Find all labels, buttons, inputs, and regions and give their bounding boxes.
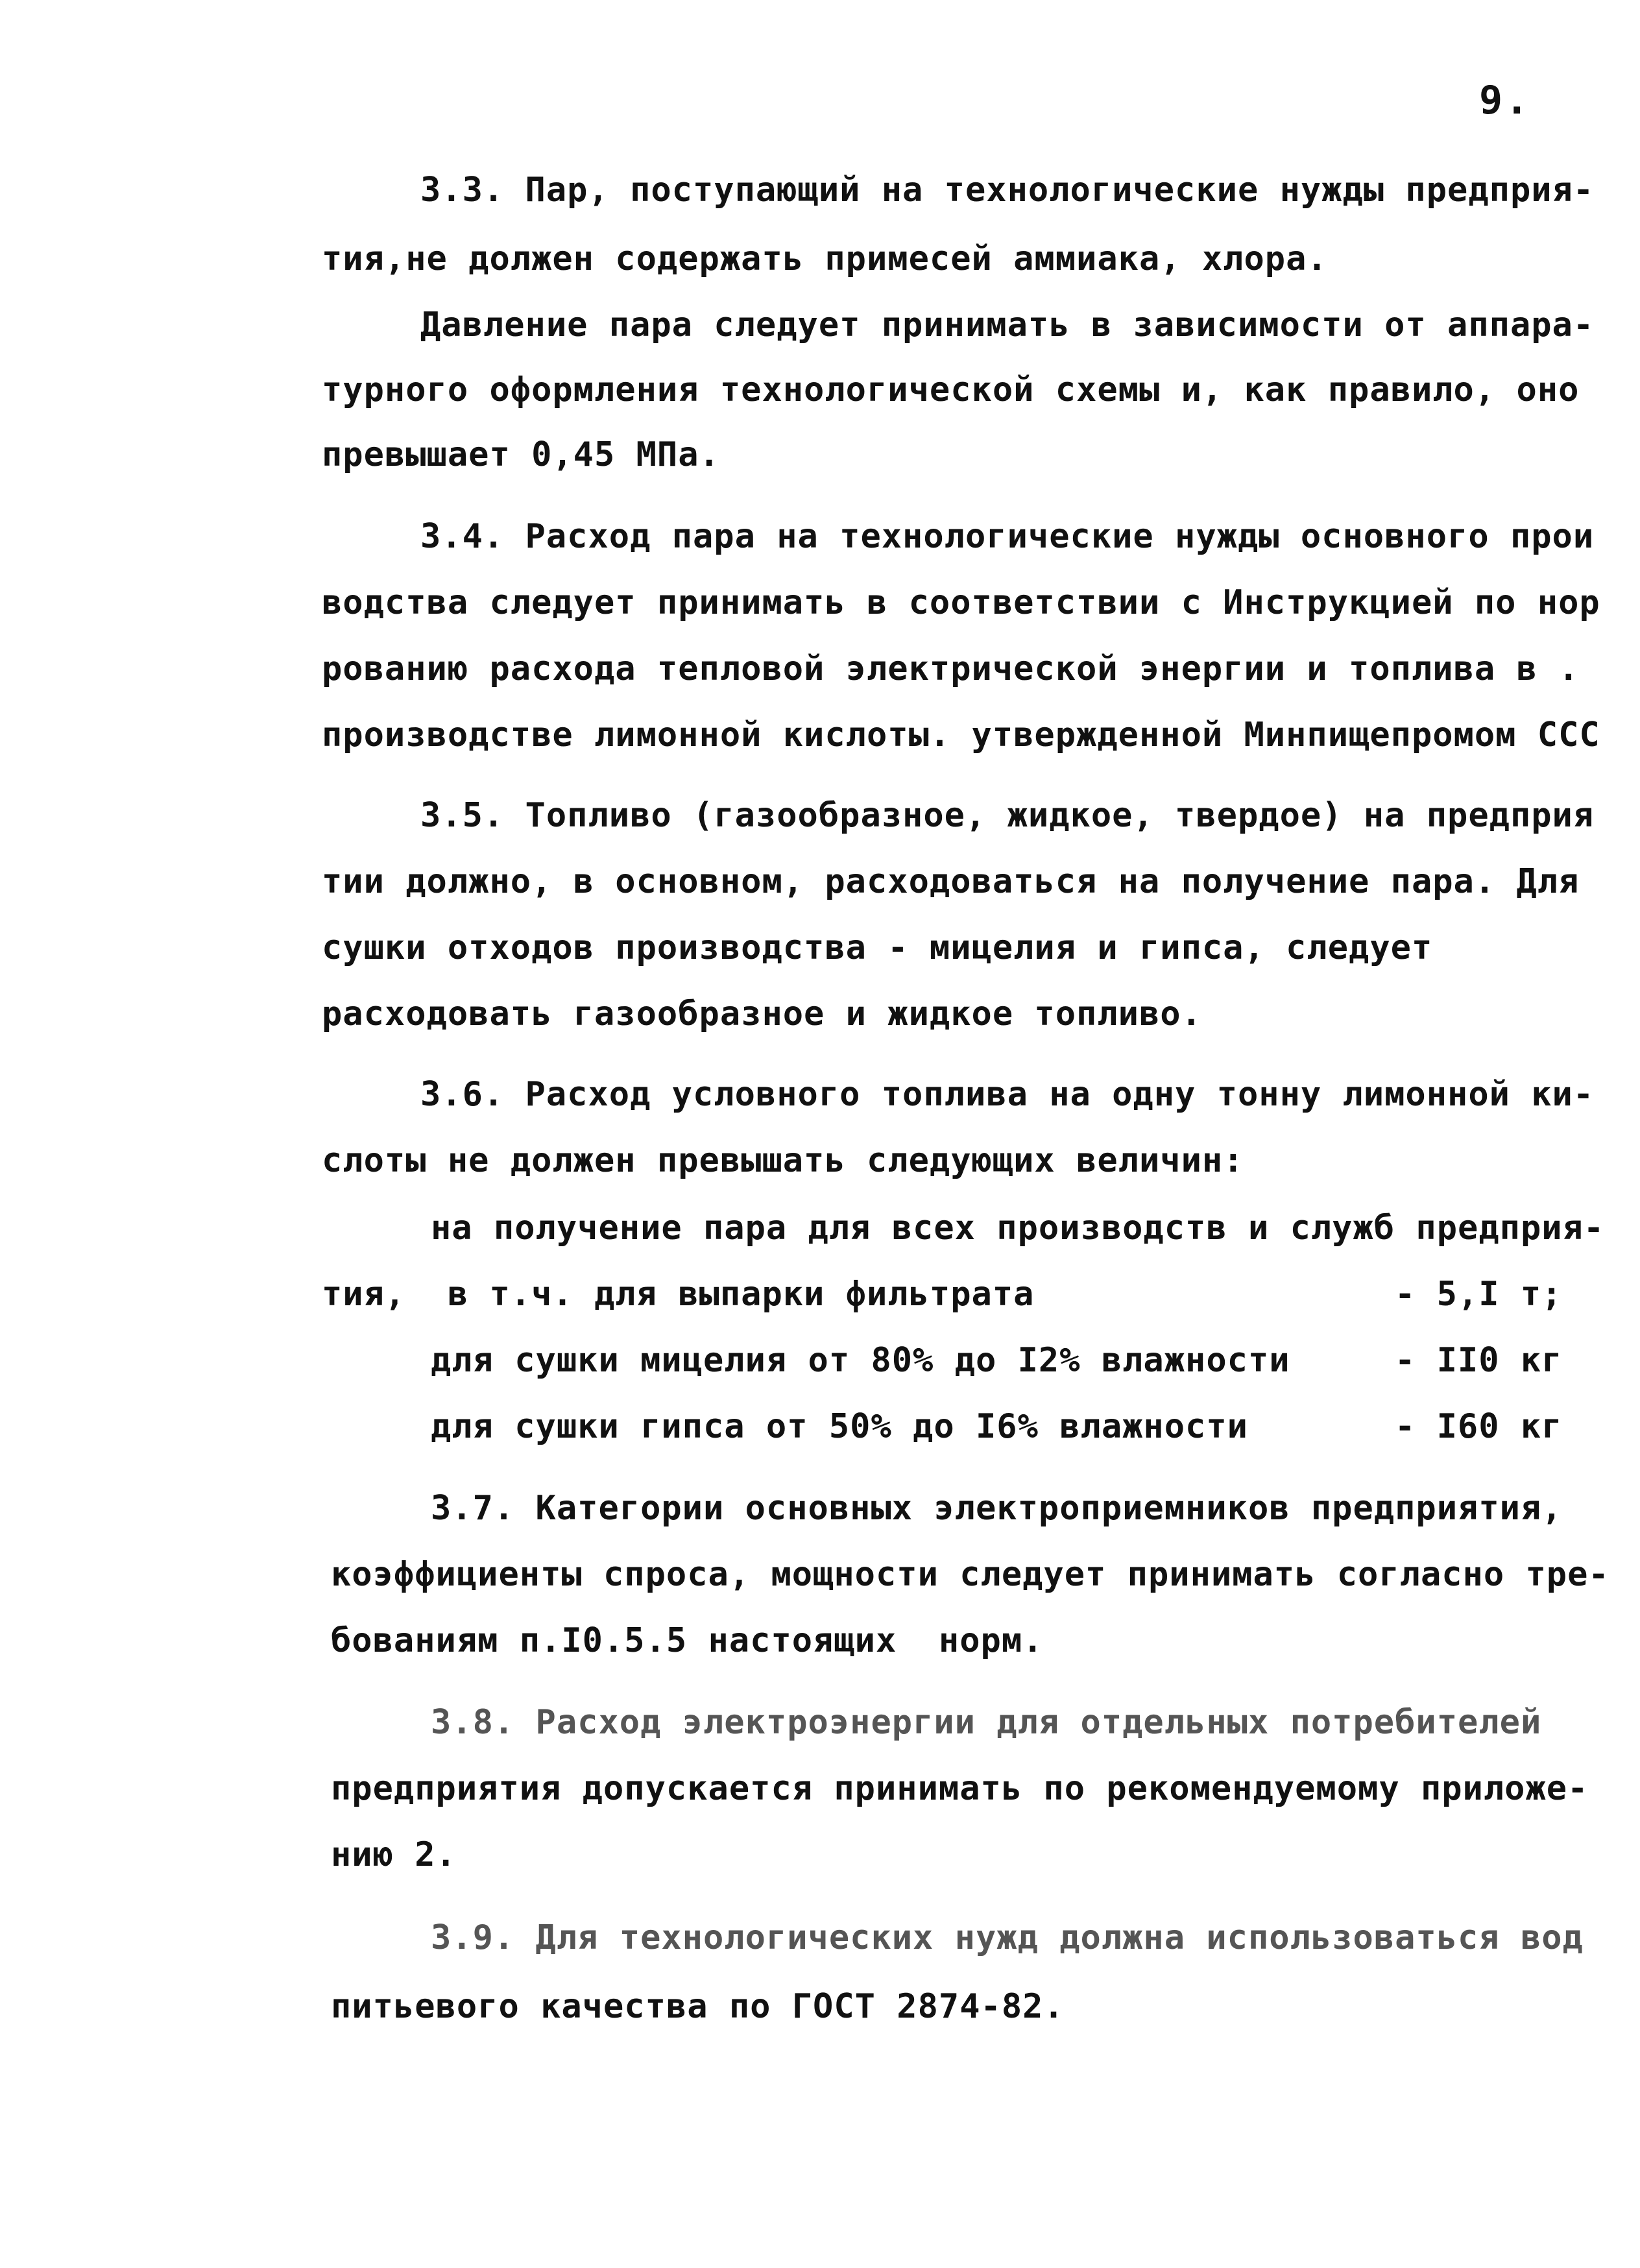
line-text: 3.9. Для технологических нужд должна использоваться вод: [431, 1918, 1584, 1957]
line-value: - II0 кг: [1395, 1341, 1563, 1380]
line-text: турного оформления технологической схемы и, как правило, оно: [322, 370, 1580, 409]
line-text: превышает 0,45 МПа.: [322, 435, 720, 474]
line-text: для сушки мицелия от 80% до I2% влажности: [431, 1341, 1290, 1380]
line-text: водства следует принимать в соответствии с Инструкцией по нор: [322, 583, 1600, 622]
line-value: - I60 кг: [1395, 1407, 1563, 1446]
line-text: 3.5. Топливо (газообразное, жидкое, твердое) на предприя: [420, 796, 1595, 835]
line-text: 3.4. Расход пара на технологические нужды основного прои: [420, 517, 1595, 556]
line-text: на получение пара для всех производств и служб предприя-: [431, 1209, 1605, 1248]
line-text: тия, в т.ч. для выпарки фильтрата: [322, 1275, 1035, 1314]
text-line: [0, 1984, 1640, 2120]
line-text: рованию расхода тепловой электрической энергии и топлива в .: [322, 649, 1580, 688]
line-text: бованиям п.I0.5.5 настоящих норм.: [331, 1621, 1044, 1660]
line-text: 3.3. Пар, поступающий на технологические нужды предприя-: [420, 171, 1595, 210]
line-text: расходовать газообразное и жидкое топливо.: [322, 995, 1202, 1033]
line-text: 3.8. Расход электроэнергии для отдельных потребителей: [431, 1703, 1542, 1742]
line-text: предприятия допускается принимать по рекомендуемому приложе-: [331, 1769, 1589, 1808]
line-text: питьевого качества по ГОСТ 2874-82.: [331, 1987, 1065, 2026]
line-value: - 5,I т;: [1395, 1275, 1563, 1314]
line-text: тия,не должен содержать примесей аммиака, хлора.: [322, 239, 1328, 278]
line-text: тии должно, в основном, расходоваться на получение пара. Для: [322, 862, 1580, 901]
line-text: Давление пара следует принимать в зависимости от аппара-: [420, 306, 1595, 344]
line-text: слоты не должен превышать следующих величин:: [322, 1141, 1244, 1180]
line-text: 3.7. Категории основных электроприемников предприятия,: [431, 1489, 1563, 1528]
page-number: 9.: [1479, 78, 1532, 123]
line-text: сушки отходов производства - мицелия и гипса, следует: [322, 928, 1433, 967]
line-text: нию 2.: [331, 1835, 457, 1874]
line-text: 3.6. Расход условного топлива на одну тонну лимонной ки-: [420, 1075, 1595, 1114]
line-text: производстве лимонной кислоты. утвержденной Минпищепромом ССС: [322, 716, 1600, 754]
line-text: коэффициенты спроса, мощности следует принимать согласно тре-: [331, 1555, 1610, 1594]
line-text: для сушки гипса от 50% до I6% влажности: [431, 1407, 1248, 1446]
